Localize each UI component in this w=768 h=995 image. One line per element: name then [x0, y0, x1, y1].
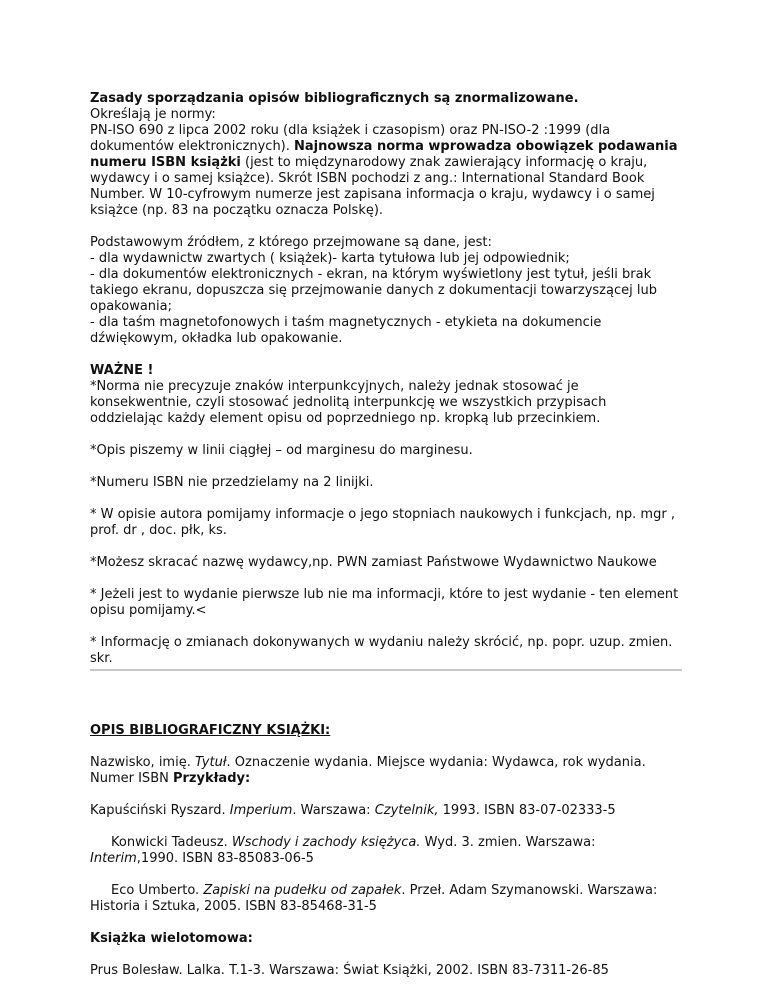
- intro-line2: PN-ISO 690 z lipca 2002 roku (dla książek i czasopism) oraz PN-ISO-2 :1999 (dla dokumentów elektronicznych).: [90, 123, 611, 154]
- sources-item-electronic: - dla dokumentów elektronicznych - ekran, na którym wyświetlony jest tytuł, jeśli brak takiego ekranu, dopuszcza się przejmowanie danych z dokumentacji towarzyszącej lub opakowania;: [90, 267, 657, 314]
- isbn-explanation: (jest to międzynarodowy znak zawierający informację o kraju, wydawcy i o samej książce). Skrót ISBN pochodzi z ang.: International Standard Book Number. W 10-cyfrowym numerze jest zapisana informacja o kraju, wydawcy i o samej książce (np. 83 na początku oznacza Polskę).: [90, 155, 655, 218]
- important-note-2: *Opis piszemy w linii ciągłej – od marginesu do marginesu.: [90, 443, 473, 458]
- example-prus: Prus Bolesław. Lalka. T.1-3. Warszawa: Świat Książki, 2002. ISBN 83-7311-26-85: [90, 963, 609, 978]
- important-note-4: * W opisie autora pomijamy informacje o jego stopniach naukowych i funkcjach, np. mgr , prof. dr , doc. płk, ks.: [90, 507, 675, 538]
- important-note-7: * Informację o zmianach dokonywanych w wydaniu należy skrócić, np. popr. uzup. zmien. skr.: [90, 635, 673, 666]
- example-kapuscinski: Kapuściński Ryszard. Imperium. Warszawa: Czytelnik, 1993. ISBN 83-07-02333-5: [90, 803, 616, 818]
- examples-label: Przykłady:: [172, 771, 251, 786]
- intro-paragraph: [90, 91, 682, 219]
- sources-lead: Podstawowym źródłem, z którego przejmowane są dane, jest:: [90, 235, 492, 250]
- example-konwicki: Konwicki Tadeusz. Wschody i zachody księżyca. Wyd. 3. zmien. Warszawa: Interim,1990. ISBN 83-85083-06-5: [90, 835, 596, 866]
- important-note-6: * Jeżeli jest to wydanie pierwsze lub nie ma informacji, które to jest wydanie - ten element opisu pomijamy.<: [90, 587, 679, 618]
- important-note-5: *Możesz skracać nazwę wydawcy,np. PWN zamiast Państwowe Wydawnictwo Naukowe: [90, 555, 657, 570]
- horizontal-divider: [90, 669, 682, 671]
- pattern-title: Tytuł: [194, 755, 227, 770]
- book-description-heading: OPIS BIBLIOGRAFICZNY KSIĄŻKI:: [90, 723, 331, 738]
- example-eco: Eco Umberto. Zapiski na pudełku od zapałek. Przeł. Adam Szymanowski. Warszawa: Historia i Sztuka, 2005. ISBN 83-85468-31-5: [90, 883, 658, 914]
- intro-title: Zasady sporządzania opisów bibliograficznych są znormalizowane.: [90, 91, 579, 106]
- multivolume-heading: Książka wielotomowa:: [90, 931, 253, 946]
- document-body: [90, 91, 682, 995]
- sources-item-books: - dla wydawnictw zwartych ( książek)- karta tytułowa lub jej odpowiednik;: [90, 251, 570, 266]
- sources-paragraph: [90, 235, 682, 347]
- sources-item-tapes: - dla taśm magnetofonowych i taśm magnetycznych - etykieta na dokumencie dźwiękowym, okładka lub opakowanie.: [90, 315, 602, 346]
- pattern-paragraph: Nazwisko, imię. Tytuł. Oznaczenie wydania. Miejsce wydania: Wydawca, rok wydania. Numer ISBN Przykłady:: [90, 755, 646, 786]
- important-note-3: *Numeru ISBN nie przedzielamy na 2 linijki.: [90, 475, 374, 490]
- important-note-1: WAŻNE ! *Norma nie precyzuje znaków interpunkcyjnych, należy jednak stosować je konsekwentnie, czyli stosować jednolitą interpunkcję we wszystkich przypisach oddzielając każdy element opisu od poprzedniego np. kropką lub przecinkiem.: [90, 363, 607, 426]
- isbn-norm-bold: Najnowsza norma wprowadza obowiązek podawania numeru ISBN książki: [90, 139, 678, 170]
- intro-line1: Określają je normy:: [90, 107, 216, 122]
- important-label: WAŻNE !: [90, 363, 154, 378]
